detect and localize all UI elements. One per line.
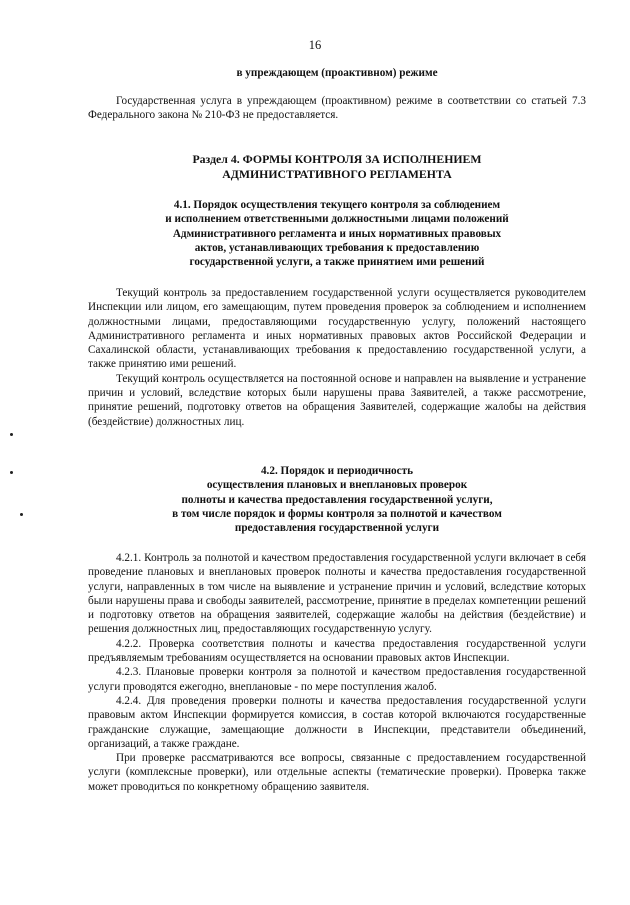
scan-speck xyxy=(10,433,13,436)
section-4-title-line-2: АДМИНИСТРАТИВНОГО РЕГЛАМЕНТА xyxy=(222,167,452,181)
heading-line: 4.1. Порядок осуществления текущего контроля за соблюдением xyxy=(173,199,501,211)
paragraph: 4.2.3. Плановые проверки контроля за полнотой и качеством предоставления государственной услуги проводятся ежегодно, внеплановые - по мере поступления жалоб. xyxy=(88,666,586,693)
heading-line: в том числе порядок и формы контроля за полнотой и качеством xyxy=(172,507,502,520)
proactive-paragraph xyxy=(88,94,586,123)
section-4-title xyxy=(88,152,586,182)
paragraph: 4.2.1. Контроль за полнотой и качеством предоставления государственной услуги включает в себя проведение плановых и внеплановых проверок полноты и качества предоставления государственной услуги, направленных в том числе на выявление и устранение причин и условий, вследствие которых были нарушены права и свободы заявителей, рассмотрение, принятие в пределах компетенции решений и подготовку ответов на обращения заявителей, содержащие жалобы на действия (бездействие) и решения должностных лиц, предоставляющих государственную услугу. xyxy=(88,552,586,636)
paragraph: 4.2.2. Проверка соответствия полноты и качества предоставления государственной услуги предъявляемым требованиям осуществляется на основании правовых актов Инспекции. xyxy=(88,637,586,665)
paragraph: При проверке рассматриваются все вопросы, связанные с предоставлением государственной услуги (комплексные проверки), или отдельные аспекты (тематические проверки). Проверка также может проводиться по конкретному обращению заявителя. xyxy=(88,752,586,793)
paragraph: 4.2.4. Для проведения проверки полноты и качества предоставления государственной услуги правовым актом Инспекции формируется комиссия, в состав которой включаются государственные гражданские служащие, замещающие должности в Инспекции, представители объединений, организаций, а также граждане. xyxy=(88,694,586,750)
proactive-heading: в упреждающем (проактивном) режиме xyxy=(236,67,438,79)
heading-line: осуществления плановых и внеплановых проверок xyxy=(206,479,468,492)
scan-speck xyxy=(10,471,13,474)
subsection-4-1-body xyxy=(88,286,586,429)
heading-line: и исполнением ответственными должностными лицами положений xyxy=(165,213,509,226)
proactive-text: Государственная услуга в упреждающем (проактивном) режиме в соответствии со статьей 7.3 Федерального закона № 210-ФЗ не предоставляется. xyxy=(88,95,586,122)
heading-line: полноты и качества предоставления государственной услуги, xyxy=(181,493,493,506)
scan-speck xyxy=(20,513,23,516)
subsection-4-2-body xyxy=(88,551,586,794)
page-number: 16 xyxy=(308,38,322,52)
paragraph: Текущий контроль осуществляется на постоянной основе и направлен на выявление и устранение причин и условий, вследствие которых были нарушены права Заявителей, а также рассмотрение, принятие решений, подготовку ответов на обращения Заявителей, содержащие жалобы на действия (бездействие) должностных лиц. xyxy=(88,372,586,428)
heading-line: 4.2. Порядок и периодичность xyxy=(260,465,414,477)
section-4-title-line-1: Раздел 4. ФОРМЫ КОНТРОЛЯ ЗА ИСПОЛНЕНИЕМ xyxy=(192,152,482,166)
subsection-4-2-heading xyxy=(88,464,586,535)
heading-line: Административного регламента и иных нормативных правовых xyxy=(172,227,502,240)
heading-line: государственной услуги, а также принятием ими решений xyxy=(189,256,485,269)
heading-line: предоставления государственной услуги xyxy=(234,522,440,535)
paragraph: Текущий контроль за предоставлением государственной услуги осуществляется руководителем Инспекции или лицом, его замещающим, путем проведения проверок за соблюдением и исполнением должностными лицами, предоставляющими государственную услугу, положений настоящего Административного регламента и иных нормативных правовых актов Российской Федерации и Сахалинской области, устанавливающих требования к предоставлению государственной услуги, а также принятию ими решений. xyxy=(88,287,586,371)
heading-line: актов, устанавливающих требования к предоставлению xyxy=(194,241,480,254)
subsection-4-1-heading xyxy=(88,198,586,269)
